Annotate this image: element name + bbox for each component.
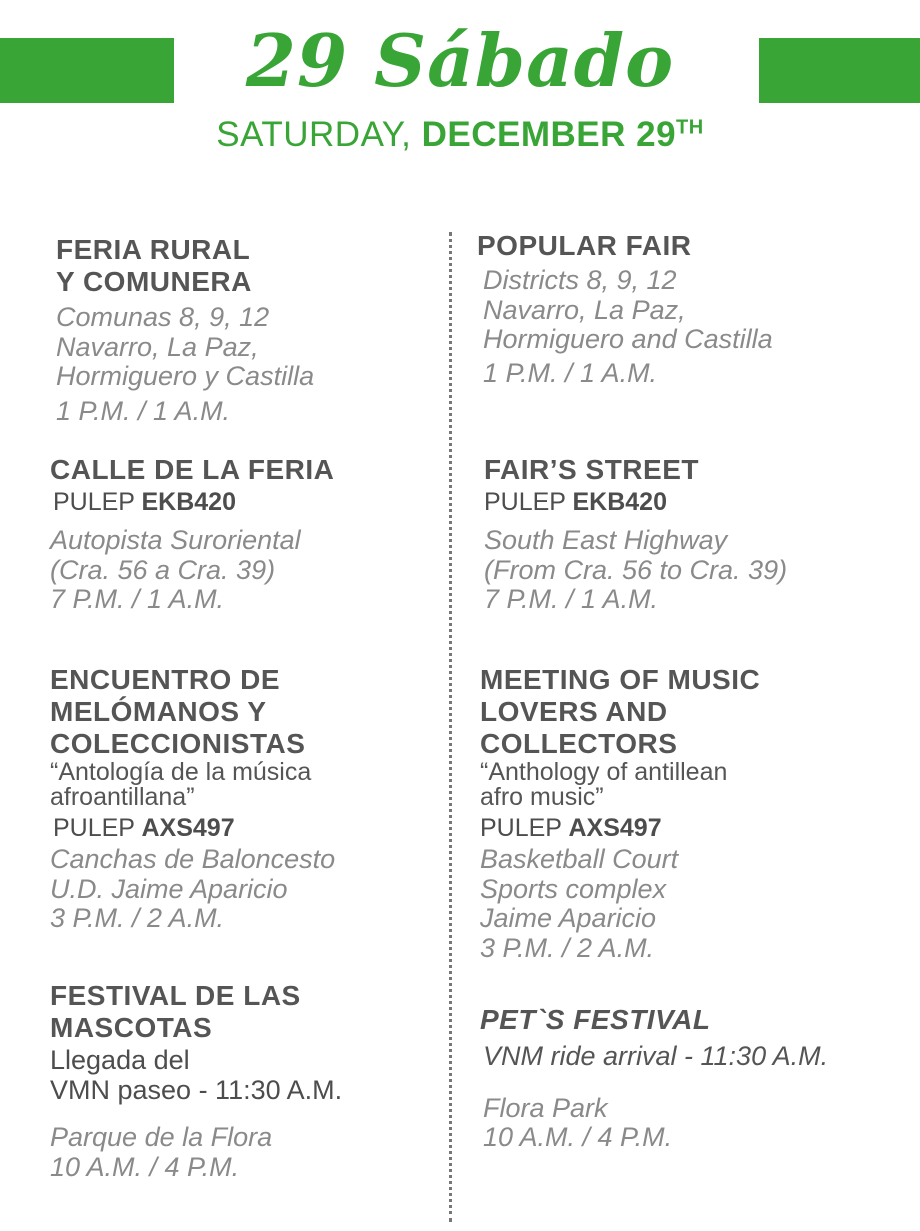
event-time: 1 P.M. / 1 A.M. — [56, 395, 231, 426]
event-arrival: Llegada del VMN paseo - 11:30 A.M. — [50, 1045, 343, 1105]
event-feria-rural — [56, 234, 314, 426]
event-encuentro-melomanos — [50, 664, 335, 934]
event-popular-fair — [477, 230, 773, 388]
event-location: Basketball Court Sports complex Jaime Aparicio 3 P.M. / 2 A.M. — [480, 844, 679, 963]
pulep-label: PULEP — [53, 488, 135, 516]
event-location: Autopista Suroriental (Cra. 56 a Cra. 39) 7 P.M. / 1 A.M. — [50, 525, 301, 614]
event-arrival: VNM ride arrival - 11:30 A.M. — [483, 1041, 829, 1071]
pulep-line — [480, 813, 760, 843]
pulep-line — [484, 487, 787, 517]
event-quote: “Anthology of antillean afro music” — [480, 758, 728, 811]
pulep-label: PULEP — [480, 814, 562, 842]
pulep-line — [53, 487, 334, 517]
event-location: Flora Park 10 A.M. / 4 P.M. — [483, 1092, 673, 1152]
page-title: 29 Sábado — [245, 18, 675, 103]
pulep-code: AXS497 — [568, 814, 662, 842]
pulep-label: PULEP — [484, 488, 566, 516]
event-title: POPULAR FAIR — [477, 230, 692, 261]
pulep-code: EKB420 — [141, 488, 236, 516]
event-location: Parque de la Flora 10 A.M. / 4 P.M. — [50, 1122, 273, 1182]
subtitle-date: DECEMBER 29 — [421, 115, 677, 154]
event-calle-feria — [50, 454, 334, 615]
pulep-code: AXS497 — [141, 814, 235, 842]
event-location: South East Highway (From Cra. 56 to Cra. 39) 7 P.M. / 1 A.M. — [484, 525, 788, 614]
event-location: Districts 8, 9, 12 Navarro, La Paz, Hormiguero and Castilla — [483, 265, 773, 354]
event-quote: “Antología de la música afroantillana” — [50, 758, 312, 811]
event-time: 1 P.M. / 1 A.M. — [483, 357, 658, 388]
event-location: Comunas 8, 9, 12 Navarro, La Paz, Hormiguero y Castilla — [56, 302, 315, 391]
event-meeting-music-lovers — [480, 664, 760, 963]
pulep-label: PULEP — [53, 814, 135, 842]
event-title: FAIR’S STREET — [484, 454, 699, 485]
event-pets-festival — [480, 1004, 828, 1153]
event-title: FERIA RURAL Y COMUNERA — [56, 234, 252, 297]
subtitle-suffix: TH — [676, 116, 704, 139]
event-title: FESTIVAL DE LAS MASCOTAS — [50, 980, 301, 1043]
event-location: Canchas de Baloncesto U.D. Jaime Aparicio 3 P.M. / 2 A.M. — [50, 844, 336, 933]
event-title: ENCUENTRO DE MELÓMANOS Y COLECCIONISTAS — [50, 664, 306, 759]
page-subtitle — [0, 114, 920, 156]
event-fairs-street — [484, 454, 787, 615]
pulep-line — [53, 813, 335, 843]
event-festival-mascotas — [50, 980, 342, 1182]
event-title: CALLE DE LA FERIA — [50, 454, 335, 485]
pulep-code: EKB420 — [572, 488, 667, 516]
event-title: MEETING OF MUSIC LOVERS AND COLLECTORS — [480, 664, 761, 759]
event-title: PET`S FESTIVAL — [480, 1004, 711, 1035]
column-divider — [449, 232, 452, 1222]
subtitle-prefix: SATURDAY, — [216, 115, 422, 154]
